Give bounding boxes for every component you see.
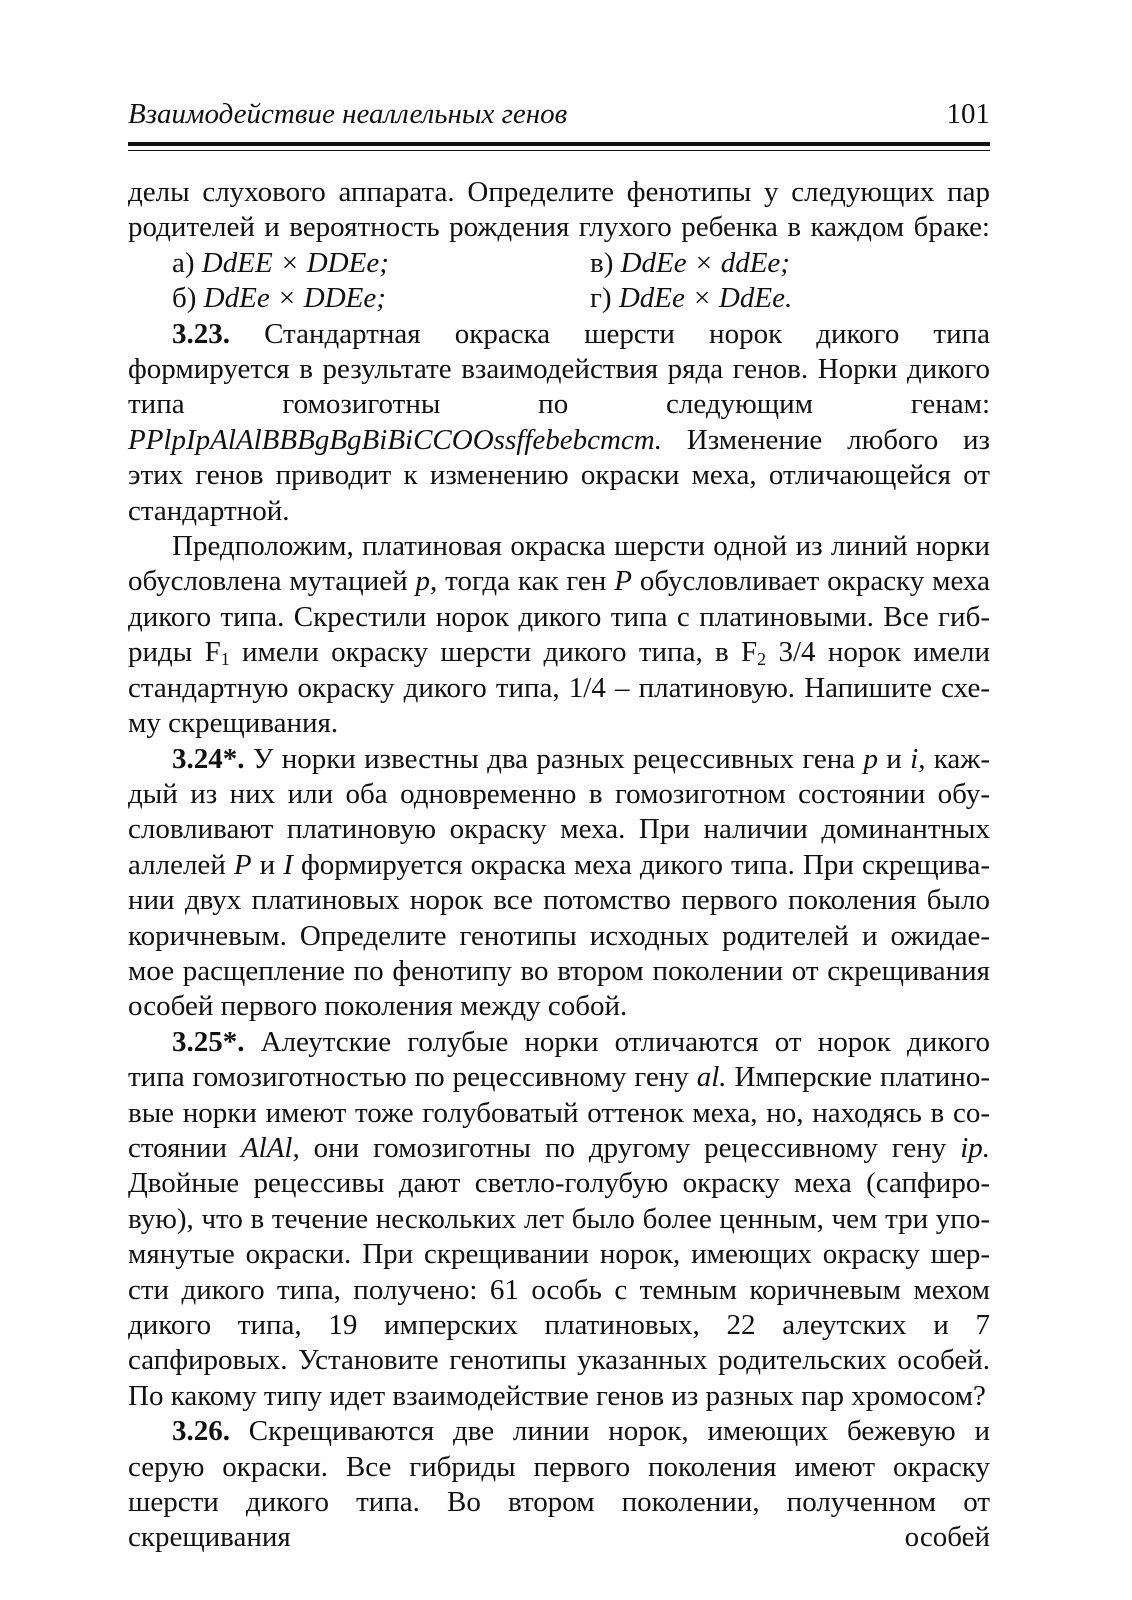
problem-3-23-continued: Предположим, платиновая окраска шерсти одной из линий норки обусловлена мутацией p, тогда как ген P обусловливает окраску меха дикого типа. Скрестили норок дикого типа с платиновыми. Все гибриды $F_1$ имели окраску шерсти дикого типа, в $F_2$ 3/4 норок имели стандартную окраску дикого типа, 1/4 – платиновую. Напишите схему скрещивания. <box>128 530 991 740</box>
problem-number: 3.26. <box>172 1415 230 1448</box>
intro-line-1: делы слухового аппарата. Определите фенотипы у следующих пар <box>128 176 990 208</box>
page-header <box>128 96 990 132</box>
cross-option-v: в) DdEe × ddEe; <box>590 246 790 279</box>
header-rule-thin <box>128 150 990 151</box>
problem-3-26: 3.26. Скрещиваются две линии норок, имеющих бежевую и серую окраски. Все гибриды первого поколения имеют окраску шерсти дикого типа. Во втором поколении, полученном от скрещивания особей <box>128 1415 990 1554</box>
cross-option-g: г) DdEe × DdEe. <box>590 282 793 315</box>
page-number: 101 <box>946 98 990 130</box>
problem-number: 3.23. <box>172 317 230 350</box>
problem-3-23: 3.23. Стандартная окраска шерсти норок дикого типа формируется в результате взаимодействия ряда генов. Норки дикого типа гомозиготны по следующим генам: PPlpIpAlAlBBBgBgBiBiCCOOssffebebcmcm. Изменение любого из этих генов приводит к изменению окраски меха, отличающейся от стандартной. <box>128 317 990 527</box>
running-title: Взаимодействие неаллельных генов <box>128 98 568 130</box>
problem-3-24: 3.24*. У норки известны два разных рецессивных гена р и i, каждый из них или оба одновременно в гомозиготном состоянии обусловливают платиновую окраску меха. При наличии доминантных аллелей Р и I формируется окраска меха дикого типа. При скрещивании двух платиновых норок все потомство первого поколения было коричневым. Определите генотипы исходных родителей и ожидаемое расщепление по фенотипу во втором поколении от скрещивания особей первого поколения между собой. <box>128 742 990 1023</box>
problem-number: 3.24*. <box>172 742 245 775</box>
crosses-table <box>128 246 990 317</box>
crosses-row <box>128 281 990 316</box>
problem-number: 3.25*. <box>172 1025 245 1058</box>
cross-option-b: б) DdEe × DDEe; <box>172 282 386 315</box>
genotype-formula: PPlpIpAlAlBBBgBgBiBiCCOOssffebebcmcm. <box>128 423 662 456</box>
problem-3-25: 3.25*. Алеутские голубые норки отличаются от норок дикого типа гомозиготностью по рецессивному гену al. Имперские платиновые норки имеют тоже голубоватый оттенок меха, но, находясь в состоянии AlAl, они гомозиготны по другому рецессивному гену ip. Двойные рецессивы дают светло-голубую окраску меха (сапфировую), что в течение нескольких лет было более ценным, чем три упомянутые окраски. При скрещивании норок, имеющих окраску шерсти дикого типа, получено: 61 особь с темным коричневым мехом дикого типа, 19 имперских платиновых, 22 алеутских и 7 сапфировых. Установите генотипы указанных родительских особей. По какому типу идет взаимодействие генов из разных пар хромосом? <box>128 1025 990 1412</box>
crosses-row <box>128 246 990 281</box>
page-body <box>128 175 990 1556</box>
cross-option-a: а) DdEE × DDEe; <box>172 246 389 279</box>
intro-paragraph <box>128 175 990 246</box>
header-rule-thick <box>128 142 990 146</box>
intro-line-2: родителей и вероятность рождения глухого ребенка в каждом браке: <box>128 211 990 244</box>
